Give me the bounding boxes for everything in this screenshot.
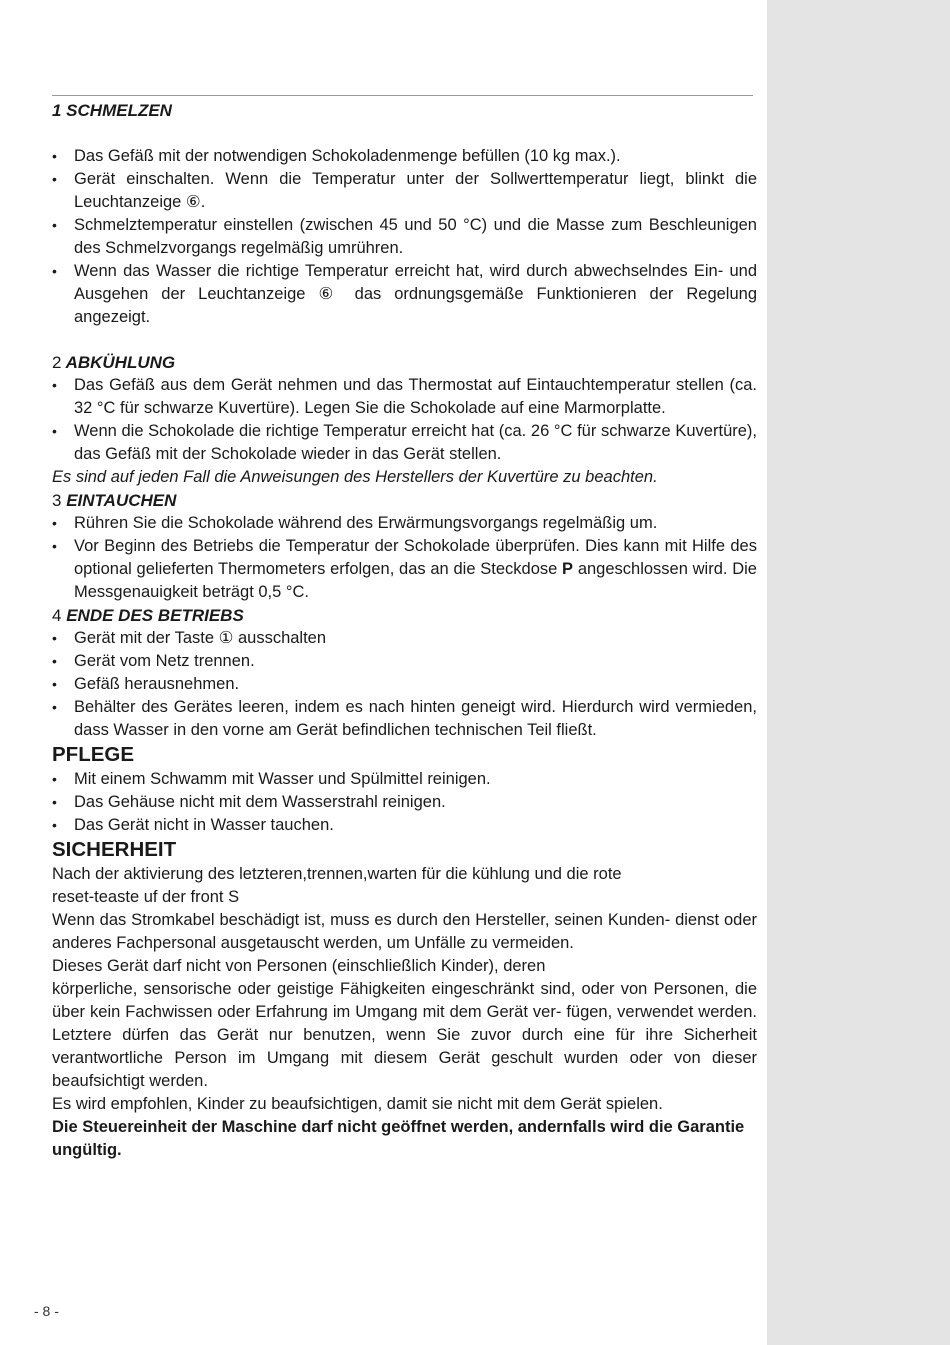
section-4-list [52, 627, 757, 742]
list-item: • Wenn das Wasser die richtige Temperatur erreicht hat, wird durch abwechselndes Ein- und Ausgehen der Leuchtanzeige ⑥ das ordnungsgemäße Funktionieren der Regelung angezeigt. [52, 260, 757, 329]
list-item [52, 535, 757, 604]
section-4-title [52, 604, 757, 627]
section-3-title [52, 489, 757, 512]
section-4-title-text: ENDE DES BETRIEBS [66, 606, 244, 625]
pflege-title: PFLEGE [52, 743, 135, 766]
section-2-number: 2 [52, 353, 62, 372]
item-text: angeschlossen wird. Die Messgenauigkeit beträgt 0,5 °C. [74, 560, 757, 601]
sicherheit-body [52, 863, 757, 1162]
manufacturer-note: Es sind auf jeden Fall die Anweisungen des Herstellers der Kuvertüre zu beachten. [52, 468, 658, 486]
list-item: • Das Gefäß aus dem Gerät nehmen und das Thermostat auf Eintauchtemperatur stellen (ca. 32 °C für schwarze Kuvertüre). Legen Sie die Schokolade auf eine Marmorplatte. [52, 374, 757, 420]
list-item: • Das Gefäß mit der notwendigen Schokoladenmenge befüllen (10 kg max.). [52, 145, 757, 168]
paragraph: reset-teaste uf der front S [52, 888, 240, 906]
side-margin-panel [767, 0, 950, 1345]
list-item: • Gefäß herausnehmen. [52, 673, 757, 696]
paragraph: körperliche, sensorische oder geistige Fähigkeiten eingeschränkt sind, oder von Personen, die über kein Fachwissen oder Erfahrung im Umgang mit dem Gerät ver- fügen, verwendet werden. Letztere dürfen das Gerät nur benutzen, wenn Sie zuvor durch eine für ihre Sicherheit verantwortliche Person im Umgang mit diesem Gerät geschult wurden oder von dieser beaufsichtigt werden. [52, 980, 757, 1090]
list-item: • Schmelztemperatur einstellen (zwischen 45 und 50 °C) und die Masse zum Beschleunigen des Schmelzvorgangs regelmäßig umrühren. [52, 214, 757, 260]
paragraph: Es wird empfohlen, Kinder zu beaufsichtigen, damit sie nicht mit dem Gerät spielen. [52, 1095, 663, 1113]
page-content [52, 99, 757, 1162]
list-item: • Mit einem Schwamm mit Wasser und Spülmittel reinigen. [52, 768, 757, 791]
section-2-title [52, 351, 757, 374]
item-text: Vor Beginn des Betriebs die Temperatur der Schokolade überprüfen. Dies kann mit Hilfe des optional gelieferten Thermometers erfolgen, das an die Steckdose [74, 537, 757, 578]
list-item: • Gerät vom Netz trennen. [52, 650, 757, 673]
socket-label: P [562, 560, 574, 578]
section-4-number: 4 [52, 606, 62, 625]
section-1-list [52, 145, 757, 329]
section-2-title-text: ABKÜHLUNG [65, 353, 176, 372]
list-item: • Das Gerät nicht in Wasser tauchen. [52, 814, 757, 837]
section-1-title: 1 SCHMELZEN [52, 101, 172, 120]
section-3-title-text: EINTAUCHEN [66, 491, 177, 510]
sicherheit-title: SICHERHEIT [52, 838, 177, 861]
warranty-warning: Die Steuereinheit der Maschine darf nicht geöffnet werden, andernfalls wird die Garantie ungültig. [52, 1118, 745, 1159]
list-item: • Das Gehäuse nicht mit dem Wasserstrahl reinigen. [52, 791, 757, 814]
list-item: • Gerät einschalten. Wenn die Temperatur unter der Sollwerttemperatur liegt, blinkt die Leuchtanzeige ⑥. [52, 168, 757, 214]
paragraph: Dieses Gerät darf nicht von Personen (einschließlich Kinder), deren [52, 957, 546, 975]
section-3-number: 3 [52, 491, 62, 510]
page-number: - 8 - [34, 1303, 59, 1319]
section-2-list [52, 374, 757, 466]
paragraph: Nach der aktivierung des letzteren,trennen,warten für die kühlung und die rote [52, 865, 622, 883]
paragraph: Wenn das Stromkabel beschädigt ist, muss es durch den Hersteller, seinen Kunden- dienst oder anderes Fachpersonal ausgetauscht werden, um Unfälle zu vermeiden. [52, 911, 757, 952]
list-item: • Behälter des Gerätes leeren, indem es nach hinten geneigt wird. Hierdurch wird vermieden, dass Wasser in den vorne am Gerät befindlichen technischen Teil fließt. [52, 696, 757, 742]
list-item: • Wenn die Schokolade die richtige Temperatur erreicht hat (ca. 26 °C für schwarze Kuvertüre), das Gefäß mit der Schokolade wieder in das Gerät stellen. [52, 420, 757, 466]
section-3-list [52, 512, 757, 604]
list-item: • Rühren Sie die Schokolade während des Erwärmungsvorgangs regelmäßig um. [52, 512, 757, 535]
top-rule [52, 95, 753, 96]
list-item: • Gerät mit der Taste ① ausschalten [52, 627, 757, 650]
pflege-list [52, 768, 757, 837]
